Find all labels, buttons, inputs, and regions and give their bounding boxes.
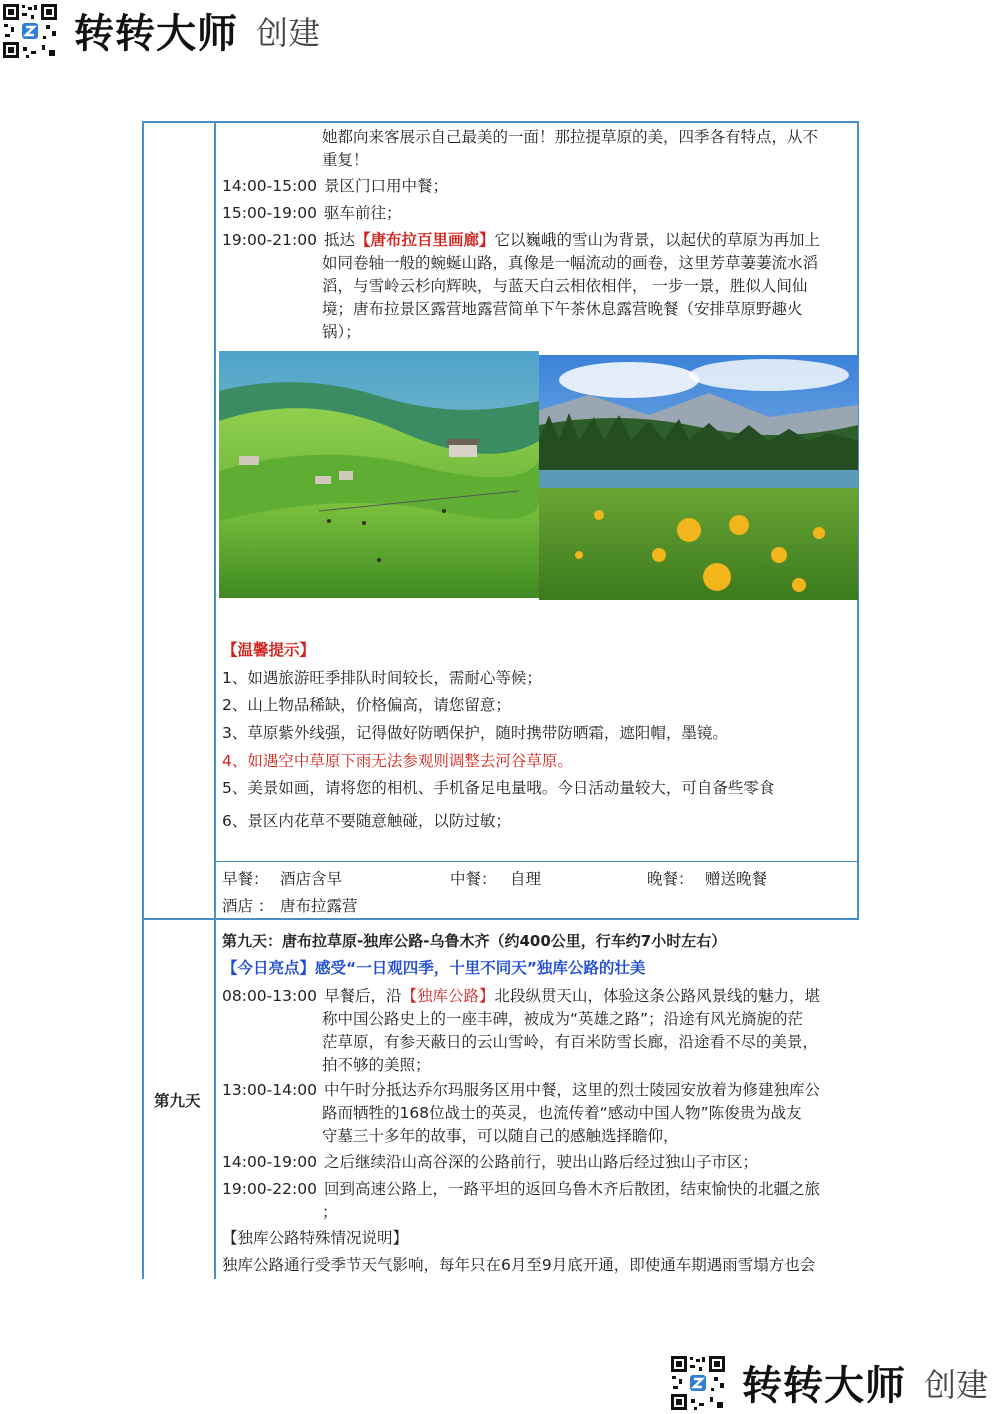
day8-s3-line3: 滔，与雪岭云杉向辉映，与蓝天白云相依相伴， 一步一景，胜似人间仙 bbox=[322, 277, 808, 295]
breakfast-value: 酒店含早 bbox=[280, 870, 343, 888]
day8-s3-line1 bbox=[324, 228, 820, 252]
day8-s2-text: 驱车前往； bbox=[324, 204, 402, 222]
day8-line1: 她都向来客展示自己最美的一面！那拉提草原的美，四季各有特点，从不 bbox=[322, 128, 819, 146]
itinerary-table bbox=[142, 121, 858, 1279]
day9-s1-after: 北段纵贯天山，体验这条公路风景线的魅力，堪 bbox=[494, 987, 821, 1005]
dinner-value: 赠送晚餐 bbox=[705, 870, 768, 888]
tips-title: 【温馨提示】 bbox=[222, 641, 316, 659]
day9-s2-line1: 中午时分抵达乔尔玛服务区用中餐，这里的烈士陵园安放着为修建独库公 bbox=[324, 1081, 821, 1099]
day8-s3-highlight: 【唐布拉百里画廊】 bbox=[355, 231, 495, 249]
qr-code-icon bbox=[670, 1355, 726, 1411]
table-border-divider bbox=[214, 121, 216, 1279]
breakfast-label: 早餐： bbox=[222, 870, 269, 888]
hotel-label: 酒店 ： bbox=[222, 897, 274, 915]
day9-s3-time: 14:00-19:00 bbox=[222, 1153, 317, 1171]
brand-suffix: 创建 bbox=[256, 13, 321, 52]
day9-s1-line3: 茫草原，有参天蔽日的云山雪岭，有百米防雪长廊，沿途看不尽的美景， bbox=[322, 1033, 819, 1051]
day8-line2: 重复！ bbox=[322, 151, 369, 169]
tip-1: 1、如遇旅游旺季排队时间较长，需耐心等候； bbox=[222, 669, 542, 687]
day9-highlight: 【今日亮点】感受“一日观四季，十里不同天”独库公路的壮美 bbox=[222, 959, 646, 977]
day9-s1-pre: 早餐后，沿 bbox=[324, 987, 402, 1005]
brand-name: 转转大师 bbox=[74, 11, 238, 57]
brand-watermark-bottom bbox=[670, 1354, 988, 1411]
qr-code-icon bbox=[2, 3, 58, 59]
table-border-top bbox=[142, 121, 859, 123]
tip-2: 2、山上物品稀缺，价格偏高，请您留意； bbox=[222, 696, 511, 714]
day8-s1-text: 景区门口用中餐； bbox=[324, 177, 449, 195]
day8-s3-after: 它以巍峨的雪山为背景，以起伏的草原为再加上 bbox=[494, 231, 821, 249]
table-day-divider bbox=[142, 918, 859, 920]
day9-label: 第九天 bbox=[154, 1092, 201, 1110]
brand-name: 转转大师 bbox=[742, 1363, 906, 1409]
day8-s3-line4: 境；唐布拉景区露营地露营简单下午茶休息露营晚餐（安排草原野趣火 bbox=[322, 300, 803, 318]
day9-s2-time: 13:00-14:00 bbox=[222, 1081, 317, 1099]
tip-5: 5、美景如画，请将您的相机、手机备足电量哦。今日活动量较大，可自备些零食 bbox=[222, 779, 775, 797]
day9-s1-line2: 称中国公路史上的一座丰碑，被成为“英雄之路”；沿途有风光旖旎的茫 bbox=[322, 1010, 804, 1028]
day8-s3-pre: 抵达 bbox=[324, 231, 356, 249]
day9-s3-text: 之后继续沿山高谷深的公路前行，驶出山路后经过独山子市区； bbox=[324, 1153, 759, 1171]
day9-s4-line2: ； bbox=[322, 1203, 338, 1221]
day9-note-line1: 独库公路通行受季节天气影响，每年只在6月至9月底开通，即使通车期遇雨雪塌方也会 bbox=[222, 1256, 816, 1274]
day9-s2-line3: 守墓三十多年的故事，可以随自己的感触选择瞻仰， bbox=[322, 1127, 679, 1145]
brand-watermark-top bbox=[2, 2, 320, 59]
day8-s3-line2: 如同卷轴一般的蜿蜒山路，真像是一幅流动的画卷，这里芳草萋萋流水滔 bbox=[322, 254, 819, 272]
tip-3: 3、草原紫外线强，记得做好防晒保护，随时携带防晒霜，遮阳帽，墨镜。 bbox=[222, 724, 728, 742]
lunch-value: 自理 bbox=[510, 870, 542, 888]
tip-4: 4、如遇空中草原下雨无法参观则调整去河谷草原。 bbox=[222, 752, 573, 770]
dinner-label: 晚餐： bbox=[647, 870, 694, 888]
grassland-hills-photo bbox=[219, 351, 539, 598]
day9-s1-line1 bbox=[324, 984, 820, 1008]
day8-s3-line5: 锅）； bbox=[322, 323, 361, 341]
brand-suffix: 创建 bbox=[924, 1365, 989, 1404]
day9-title: 第九天：唐布拉草原-独库公路-乌鲁木齐（约400公里，行车约7小时左右） bbox=[222, 932, 727, 950]
day9-s4-line1: 回到高速公路上，一路平坦的返回乌鲁木齐后散团，结束愉快的北疆之旅 bbox=[324, 1180, 821, 1198]
tip-6: 6、景区内花草不要随意触碰，以防过敏； bbox=[222, 812, 511, 830]
table-border-left bbox=[142, 121, 144, 1279]
day8-s2-time: 15:00-19:00 bbox=[222, 204, 317, 222]
day9-s4-time: 19:00-22:00 bbox=[222, 1180, 317, 1198]
day9-s1-highlight: 【独库公路】 bbox=[401, 987, 495, 1005]
hotel-value: 唐布拉露营 bbox=[280, 897, 358, 915]
day9-note-title: 【独库公路特殊情况说明】 bbox=[222, 1229, 409, 1247]
day9-s1-line4: 拍不够的美照； bbox=[322, 1056, 431, 1074]
day9-s2-line2: 路而牺牲的168位战士的英灵，也流传着“感动中国人物”陈俊贵为战友 bbox=[322, 1104, 802, 1122]
lunch-label: 中餐： bbox=[450, 870, 497, 888]
day8-s3-time: 19:00-21:00 bbox=[222, 231, 317, 249]
lake-flowers-photo bbox=[539, 355, 858, 600]
table-row-divider bbox=[214, 861, 859, 862]
day8-s1-time: 14:00-15:00 bbox=[222, 177, 317, 195]
day9-s1-time: 08:00-13:00 bbox=[222, 987, 317, 1005]
